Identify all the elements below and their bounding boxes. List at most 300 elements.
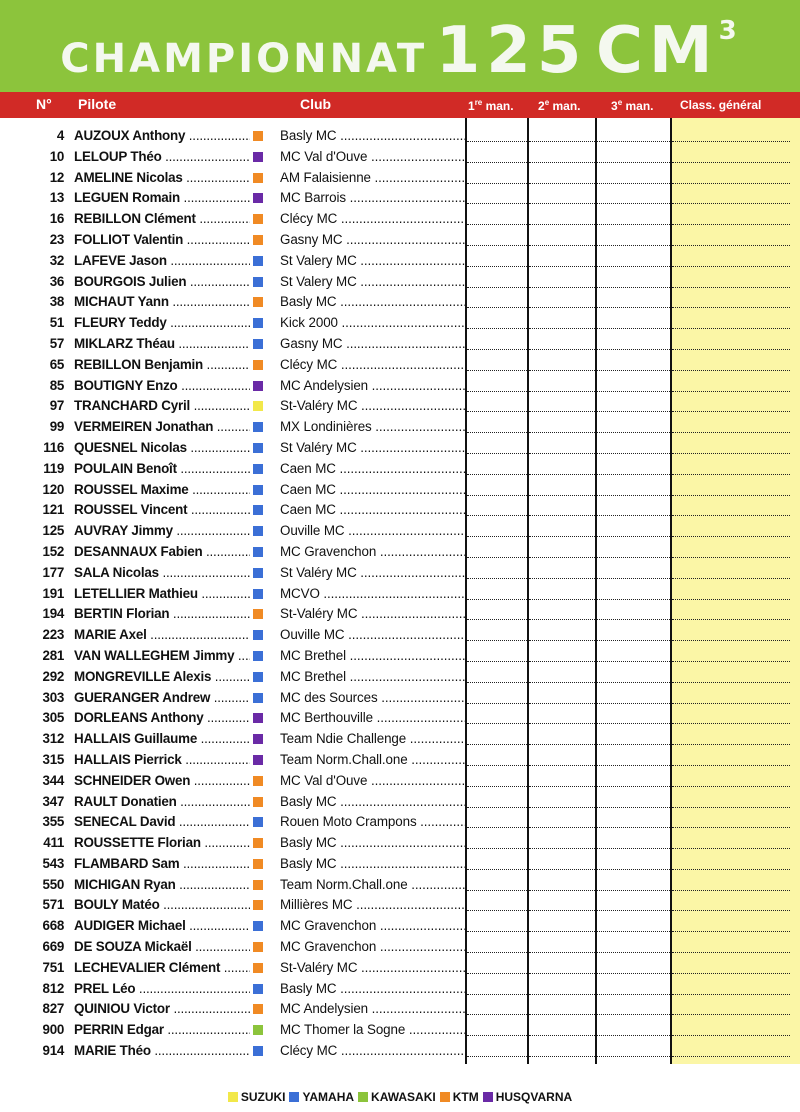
manche-3-cell [597,453,670,454]
brand-swatch [253,1046,263,1056]
brand-swatch [253,318,263,328]
rider-name-text: LECHEVALIER Clément [74,959,221,975]
manche-3-cell [597,432,670,433]
manche-2-cell [529,848,595,849]
general-cell [672,453,790,454]
club-name [280,877,466,892]
manche-3-cell [597,619,670,620]
club-name [280,357,466,372]
table-row [0,812,800,833]
brand-swatch [253,443,263,453]
rider-name [74,648,250,663]
manche-1-cell [467,307,527,308]
general-cell [672,515,790,516]
manche-3-cell [597,765,670,766]
club-name [280,315,466,330]
rider-number: 99 [49,419,64,435]
manche-2-cell [529,141,595,142]
rider-name [74,523,250,538]
legend-swatch [358,1092,368,1102]
manche-2-cell [529,786,595,787]
club-name [280,835,466,850]
manche-1-cell [467,994,527,995]
rider-name-text: VERMEIREN Jonathan [74,419,214,435]
header-manche-3-sup: e [617,98,623,107]
table-row [0,500,800,521]
manche-3-cell [597,723,670,724]
manche-1-cell [467,619,527,620]
brand-swatch [253,526,263,536]
club-name [280,627,466,642]
brand-swatch [253,568,263,578]
manche-2-cell [529,619,595,620]
general-cell [672,1035,790,1036]
manche-2-cell [529,807,595,808]
brand-swatch [253,921,263,931]
brand-swatch [253,630,263,640]
rider-number: 751 [42,959,64,975]
manche-3-cell [597,807,670,808]
rider-name-text: DE SOUZA Mickaël [74,939,192,955]
brand-swatch [253,339,263,349]
rider-number: 543 [42,855,64,871]
manche-3-cell [597,287,670,288]
table-row [0,750,800,771]
manche-1-cell [467,599,527,600]
rider-number: 177 [42,564,64,580]
rider-name-text: SCHNEIDER Owen [74,772,191,788]
general-cell [672,432,790,433]
general-cell [672,578,790,579]
brand-swatch [253,381,263,391]
manche-1-cell [467,453,527,454]
general-cell [672,723,790,724]
manche-3-cell [597,599,670,600]
manche-1-cell [467,432,527,433]
manche-3-cell [597,827,670,828]
club-name-text: Basly MC [280,980,337,996]
table-row [0,875,800,896]
manche-1-cell [467,328,527,329]
rider-name-text: QUESNEL Nicolas [74,439,187,455]
club-name [280,918,466,933]
club-name-text: St Valery MC [280,252,357,268]
manche-1-cell [467,1014,527,1015]
general-cell [672,391,790,392]
brand-swatch [253,277,263,287]
brand-swatch [253,173,263,183]
manche-2-cell [529,162,595,163]
rider-number: 550 [42,876,64,892]
manche-3-cell [597,307,670,308]
general-cell [672,994,790,995]
club-name-text: AM Falaisienne [280,169,371,185]
rider-name [74,398,250,413]
brand-swatch [253,672,263,682]
manche-2-cell [529,287,595,288]
general-cell [672,703,790,704]
club-name-text: Caen MC [280,481,336,497]
rider-name [74,835,250,850]
general-cell [672,224,790,225]
rider-number: 10 [49,148,64,164]
club-name [280,523,466,538]
table-row [0,334,800,355]
manche-1-cell [467,515,527,516]
brand-swatch [253,859,263,869]
club-name-text: St Valéry MC [280,439,357,455]
legend-item [228,1090,286,1104]
rider-name [74,586,250,601]
table-row [0,771,800,792]
rider-number: 355 [42,814,64,830]
club-name-text: MC Andelysien [280,377,369,393]
manche-1-cell [467,931,527,932]
general-cell [672,328,790,329]
legend-label: SUZUKI [240,1090,286,1104]
club-name [280,544,466,559]
legend-label: HUSQVARNA [495,1090,573,1104]
manche-3-cell [597,391,670,392]
manche-3-cell [597,203,670,204]
manche-1-cell [467,973,527,974]
table-row [0,604,800,625]
rider-number: 36 [49,273,64,289]
rider-name-text: MICHIGAN Ryan [74,876,176,892]
rider-name [74,794,250,809]
rider-name [74,856,250,871]
manche-1-cell [467,141,527,142]
rider-name-text: MIKLARZ Théau [74,335,175,351]
brand-swatch [253,734,263,744]
general-cell [672,1056,790,1057]
club-name [280,794,466,809]
rider-name [74,814,250,829]
club-name [280,482,466,497]
general-cell [672,869,790,870]
manche-3-cell [597,1056,670,1057]
rider-list [0,126,800,1062]
header-pilot: Pilote [78,96,117,112]
brand-swatch [253,152,263,162]
manche-2-cell [529,827,595,828]
manche-3-cell [597,973,670,974]
manche-1-cell [467,682,527,683]
brand-swatch [253,401,263,411]
rider-name-text: FLAMBARD Sam [74,855,180,871]
table-row [0,584,800,605]
club-name [280,149,466,164]
manche-3-cell [597,703,670,704]
legend-swatch [440,1092,450,1102]
club-name-text: Team Ndie Challenge [280,731,407,747]
legend-label: KAWASAKI [371,1090,436,1104]
rider-number: 914 [42,1043,64,1059]
manche-1-cell [467,869,527,870]
table-row [0,729,800,750]
club-name [280,856,466,871]
manche-1-cell [467,495,527,496]
brand-swatch [253,900,263,910]
manche-2-cell [529,765,595,766]
rider-number: 344 [42,772,64,788]
club-name-text: Team Norm.Chall.one [280,751,408,767]
general-cell [672,495,790,496]
general-cell [672,848,790,849]
rider-number: 23 [49,231,64,247]
manche-2-cell [529,599,595,600]
manche-1-cell [467,391,527,392]
manche-3-cell [597,162,670,163]
rider-name-text: RAULT Donatien [74,793,177,809]
table-row [0,147,800,168]
header-manche-2-sup: e [544,98,550,107]
club-name-text: MC Gravenchon [280,543,377,559]
manche-3-cell [597,266,670,267]
general-cell [672,183,790,184]
rider-name-text: ROUSSEL Maxime [74,481,189,497]
table-row [0,958,800,979]
manche-2-cell [529,703,595,704]
manche-1-cell [467,578,527,579]
club-name-text: MC des Sources [280,689,378,705]
table-row [0,417,800,438]
table-row [0,792,800,813]
brand-swatch [253,547,263,557]
rider-name-text: SENECAL David [74,814,176,830]
club-name-text: MC Val d'Ouve [280,772,368,788]
page-title [0,14,800,88]
rider-number: 223 [42,627,64,643]
manche-2-cell [529,557,595,558]
manche-2-cell [529,349,595,350]
rider-name-text: LEGUEN Romain [74,190,181,206]
manche-1-cell [467,245,527,246]
club-name-text: Clécy MC [280,356,338,372]
rider-name-text: BOULY Matéo [74,897,160,913]
manche-1-cell [467,765,527,766]
rider-name [74,190,250,205]
club-name-text: St-Valéry MC [280,398,358,414]
manche-2-cell [529,890,595,891]
manche-2-cell [529,411,595,412]
rider-name-text: AUZOUX Anthony [74,128,186,143]
table-row [0,313,800,334]
brand-swatch [253,942,263,952]
club-name [280,336,466,351]
rider-number: 827 [42,1001,64,1017]
manche-3-cell [597,474,670,475]
club-name-text: MC Brethel [280,668,346,684]
club-name [280,690,466,705]
general-cell [672,203,790,204]
manche-2-cell [529,723,595,724]
table-row [0,667,800,688]
manche-3-cell [597,349,670,350]
manche-3-cell [597,370,670,371]
manche-1-cell [467,557,527,558]
rider-name [74,149,250,164]
general-cell [672,786,790,787]
general-cell [672,952,790,953]
rider-name-text: POULAIN Benoît [74,460,177,476]
brand-swatch [253,984,263,994]
legend-item [289,1090,354,1104]
header-manche-1 [468,98,514,113]
header-manche-2-num: 2 [538,99,545,113]
manche-2-cell [529,952,595,953]
manche-3-cell [597,786,670,787]
brand-swatch [253,776,263,786]
legend-item [483,1090,572,1104]
rider-name-text: PERRIN Edgar [74,1022,164,1038]
club-name [280,128,466,143]
manche-1-cell [467,183,527,184]
manche-2-cell [529,183,595,184]
rider-name [74,897,250,912]
rider-name [74,232,250,247]
rider-name-text: FLEURY Teddy [74,315,167,331]
manche-2-cell [529,515,595,516]
general-cell [672,661,790,662]
rider-name-text: BOUTIGNY Enzo [74,377,178,393]
table-row [0,209,800,230]
manche-3-cell [597,952,670,953]
rider-name [74,419,250,434]
brand-swatch [253,693,263,703]
rider-name [74,170,250,185]
manche-1-cell [467,952,527,953]
manche-1-cell [467,848,527,849]
rider-number: 194 [42,606,64,622]
rider-number: 347 [42,793,64,809]
rider-number: 38 [49,294,64,310]
rider-name-text: DORLEANS Anthony [74,710,204,726]
rider-name-text: BOURGOIS Julien [74,273,187,289]
manche-1-cell [467,536,527,537]
rider-name-text: AMELINE Nicolas [74,169,183,185]
club-name [280,773,466,788]
legend-label: YAMAHA [302,1090,355,1104]
brand-swatch [253,214,263,224]
manche-2-cell [529,1014,595,1015]
manche-3-cell [597,682,670,683]
club-name [280,1022,466,1037]
manche-2-cell [529,224,595,225]
brand-legend [0,1090,800,1104]
manche-1-cell [467,910,527,911]
club-name-text: MC Barrois [280,190,346,206]
rider-number: 85 [49,377,64,393]
general-cell [672,474,790,475]
rider-name [74,357,250,372]
club-name [280,565,466,580]
rider-name [74,211,250,226]
table-row [0,292,800,313]
rider-number: 13 [49,190,64,206]
rider-number: 4 [56,128,64,143]
manche-3-cell [597,640,670,641]
rider-number: 315 [42,751,64,767]
table-row [0,396,800,417]
rider-name [74,336,250,351]
manche-3-cell [597,848,670,849]
rider-name-text: REBILLON Benjamin [74,356,204,372]
header-manche-1-label: man. [482,99,514,113]
rider-number: 32 [49,252,64,268]
general-cell [672,807,790,808]
manche-1-cell [467,162,527,163]
rider-name [74,752,250,767]
brand-swatch [253,235,263,245]
club-name-text: Basly MC [280,855,337,871]
manche-2-cell [529,495,595,496]
manche-1-cell [467,203,527,204]
rider-name [74,731,250,746]
general-cell [672,349,790,350]
manche-1-cell [467,827,527,828]
club-name [280,190,466,205]
manche-1-cell [467,661,527,662]
manche-2-cell [529,453,595,454]
general-cell [672,141,790,142]
rider-number: 571 [42,897,64,913]
manche-3-cell [597,910,670,911]
rider-name [74,294,250,309]
table-row [0,916,800,937]
rider-name [74,627,250,642]
rider-name [74,544,250,559]
club-name [280,814,466,829]
brand-swatch [253,1004,263,1014]
rider-name-text: HALLAIS Guillaume [74,731,198,747]
brand-swatch [253,360,263,370]
table-row [0,625,800,646]
club-name [280,648,466,663]
general-cell [672,287,790,288]
brand-swatch [253,651,263,661]
table-row [0,646,800,667]
title-banner [0,0,800,92]
general-cell [672,827,790,828]
club-name-text: Basly MC [280,835,337,851]
club-name-text: Gasny MC [280,231,343,247]
manche-1-cell [467,287,527,288]
general-cell [672,307,790,308]
header-manche-1-num: 1 [468,99,475,113]
rider-name-text: MARIE Axel [74,627,147,643]
manche-3-cell [597,578,670,579]
rider-name [74,482,250,497]
rider-number: 312 [42,731,64,747]
general-cell [672,266,790,267]
rider-number: 116 [43,439,64,455]
rider-name-text: VAN WALLEGHEM Jimmy [74,647,235,663]
club-name-text: Clécy MC [280,211,338,227]
rider-number: 65 [49,356,64,372]
legend-swatch [228,1092,238,1102]
brand-swatch [253,297,263,307]
rider-name-text: AUVRAY Jimmy [74,523,173,539]
rider-number: 121 [42,502,64,518]
brand-swatch [253,589,263,599]
rider-name [74,440,250,455]
club-name-text: MC Gravenchon [280,939,377,955]
rider-name-text: GUERANGER Andrew [74,689,211,705]
brand-swatch [253,464,263,474]
manche-1-cell [467,266,527,267]
manche-3-cell [597,495,670,496]
